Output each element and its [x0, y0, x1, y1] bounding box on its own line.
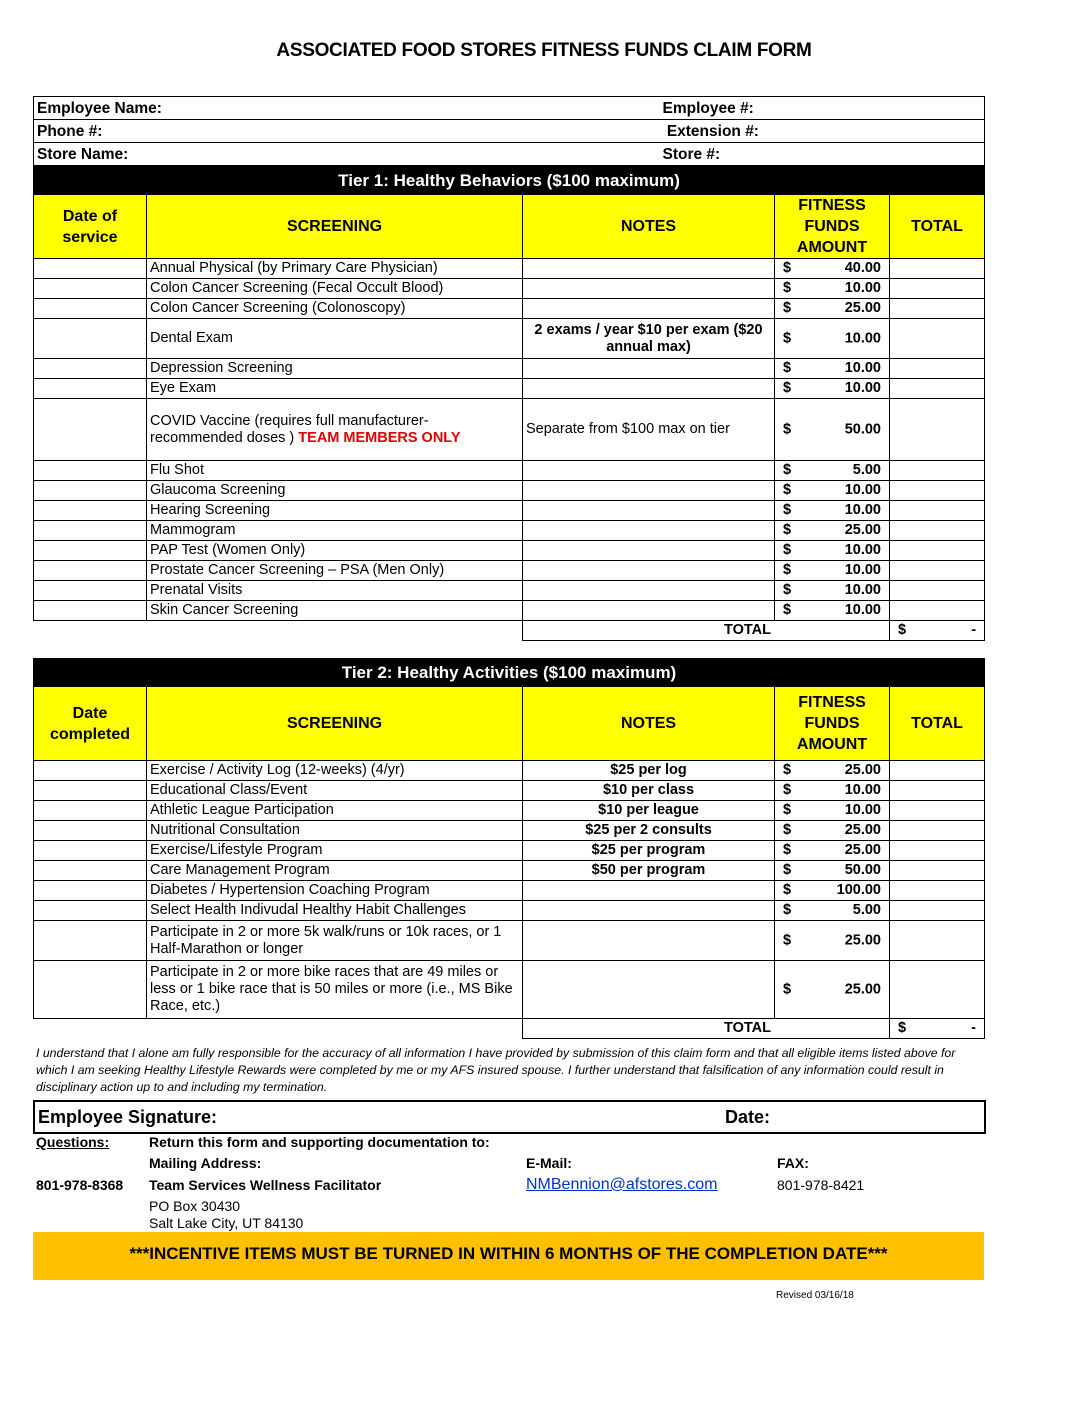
table-row: [34, 379, 985, 399]
form-title: ASSOCIATED FOOD STORES FITNESS FUNDS CLAIM FORM: [276, 40, 812, 61]
city-state-zip: Salt Lake City, UT 84130: [149, 1215, 304, 1231]
notes-cell: [523, 561, 775, 581]
screening-cell: Prostate Cancer Screening – PSA (Men Only): [147, 561, 523, 581]
col-screening: SCREENING: [147, 195, 523, 259]
notes-cell: $25 per 2 consults: [523, 821, 775, 841]
amount-cell: $ 5.00: [775, 461, 890, 481]
date-cell[interactable]: [34, 461, 147, 481]
amount-cell: $ 25.00: [775, 921, 890, 961]
table-row: [34, 399, 985, 461]
tier2-table: [33, 658, 985, 1039]
tier2-total-value[interactable]: $ -: [890, 1019, 985, 1039]
total-cell[interactable]: [890, 841, 985, 861]
date-cell[interactable]: [34, 359, 147, 379]
notes-cell: $25 per log: [523, 761, 775, 781]
table-row: [34, 881, 985, 901]
amount-cell: $ 10.00: [775, 561, 890, 581]
tier1-heading: Tier 1: Healthy Behaviors ($100 maximum): [34, 167, 985, 195]
total-cell[interactable]: [890, 379, 985, 399]
table-row: [34, 541, 985, 561]
table-row: [34, 359, 985, 379]
mailing-label: Mailing Address:: [149, 1155, 262, 1171]
screening-cell: Annual Physical (by Primary Care Physician): [147, 259, 523, 279]
amount-cell: $ 50.00: [775, 399, 890, 461]
date-cell[interactable]: [34, 521, 147, 541]
amount-cell: $ 10.00: [775, 379, 890, 399]
total-cell[interactable]: [890, 461, 985, 481]
col-screening: SCREENING: [147, 687, 523, 761]
notes-cell: [523, 461, 775, 481]
date-cell[interactable]: [34, 581, 147, 601]
amount-cell: $ 10.00: [775, 501, 890, 521]
signature-label: Employee Signature:: [38, 1107, 218, 1127]
amount-cell: $ 50.00: [775, 861, 890, 881]
total-cell[interactable]: [890, 319, 985, 359]
tier1-total-label: TOTAL: [523, 621, 890, 641]
date-cell[interactable]: [34, 259, 147, 279]
screening-cell: Skin Cancer Screening: [147, 601, 523, 621]
table-row: [34, 861, 985, 881]
total-cell[interactable]: [890, 861, 985, 881]
screening-cell: PAP Test (Women Only): [147, 541, 523, 561]
screening-cell: Exercise/Lifestyle Program: [147, 841, 523, 861]
table-row: [34, 481, 985, 501]
total-cell[interactable]: [890, 399, 985, 461]
po-box: PO Box 30430: [149, 1198, 241, 1214]
date-cell[interactable]: [34, 821, 147, 841]
screening-cell: Hearing Screening: [147, 501, 523, 521]
table-row: [34, 921, 985, 961]
screening-cell: COVID Vaccine (requires full manufacturer-recommended doses ) TEAM MEMBERS ONLY: [147, 399, 523, 461]
store-name-field[interactable]: Store Name:: [34, 143, 660, 166]
total-cell[interactable]: [890, 299, 985, 319]
notes-cell: [523, 299, 775, 319]
screening-cell: Athletic League Participation: [147, 801, 523, 821]
amount-cell: $ 10.00: [775, 801, 890, 821]
tier1-table: [33, 166, 985, 641]
notes-cell: 2 exams / year $10 per exam ($20 annual max): [523, 319, 775, 359]
fax-number: 801-978-8421: [777, 1177, 865, 1193]
notes-cell: [523, 581, 775, 601]
screening-cell: Exercise / Activity Log (12-weeks) (4/yr): [147, 761, 523, 781]
tier1-total-value[interactable]: $ -: [890, 621, 985, 641]
date-cell[interactable]: [34, 601, 147, 621]
total-cell[interactable]: [890, 961, 985, 1019]
amount-cell: $ 40.00: [775, 259, 890, 279]
date-cell[interactable]: [34, 561, 147, 581]
email-link[interactable]: NMBennion@afstores.com: [526, 1176, 718, 1193]
date-label: Date:: [725, 1107, 771, 1127]
contact-phone: 801-978-8368: [36, 1177, 124, 1193]
screening-cell: Educational Class/Event: [147, 781, 523, 801]
date-cell[interactable]: [34, 841, 147, 861]
table-row: [34, 521, 985, 541]
notes-cell: $10 per class: [523, 781, 775, 801]
screening-cell: Participate in 2 or more 5k walk/runs or 10k races, or 1 Half-Marathon or longer: [147, 921, 523, 961]
total-cell[interactable]: [890, 921, 985, 961]
tier2-section: [33, 658, 984, 1039]
total-cell[interactable]: [890, 541, 985, 561]
screening-cell: Glaucoma Screening: [147, 481, 523, 501]
amount-cell: $ 10.00: [775, 319, 890, 359]
total-cell[interactable]: [890, 359, 985, 379]
notes-cell: $50 per program: [523, 861, 775, 881]
table-row: [34, 841, 985, 861]
signature-box[interactable]: [33, 1100, 986, 1134]
date-cell[interactable]: [34, 801, 147, 821]
store-number-field[interactable]: Store #:: [660, 143, 985, 166]
team-members-only-flag: TEAM MEMBERS ONLY: [298, 429, 461, 446]
table-row: [34, 901, 985, 921]
amount-cell: $ 10.00: [775, 601, 890, 621]
screening-cell: Eye Exam: [147, 379, 523, 399]
col-total: TOTAL: [890, 687, 985, 761]
notes-cell: [523, 901, 775, 921]
screening-cell: Participate in 2 or more bike races that are 49 miles or less or 1 bike race that is 50 miles or more (i.e., MS Bike Race, etc.): [147, 961, 523, 1019]
total-cell[interactable]: [890, 561, 985, 581]
date-cell[interactable]: [34, 921, 147, 961]
table-row: [34, 761, 985, 781]
notes-cell: [523, 601, 775, 621]
date-cell[interactable]: [34, 881, 147, 901]
date-cell[interactable]: [34, 861, 147, 881]
screening-cell: Dental Exam: [147, 319, 523, 359]
notes-cell: [523, 541, 775, 561]
notes-cell: [523, 279, 775, 299]
table-row: [34, 299, 985, 319]
screening-cell: Flu Shot: [147, 461, 523, 481]
notes-cell: [523, 259, 775, 279]
date-cell[interactable]: [34, 761, 147, 781]
table-row: [34, 461, 985, 481]
notes-cell: [523, 521, 775, 541]
facilitator-name: Team Services Wellness Facilitator: [149, 1177, 382, 1193]
table-row: [34, 801, 985, 821]
total-cell[interactable]: [890, 901, 985, 921]
amount-cell: $ 10.00: [775, 279, 890, 299]
total-cell[interactable]: [890, 601, 985, 621]
date-cell[interactable]: [34, 379, 147, 399]
screening-cell: Nutritional Consultation: [147, 821, 523, 841]
col-notes: NOTES: [523, 195, 775, 259]
screening-cell: Mammogram: [147, 521, 523, 541]
tier2-heading: Tier 2: Healthy Activities ($100 maximum): [34, 659, 985, 687]
amount-cell: $ 100.00: [775, 881, 890, 901]
col-total: TOTAL: [890, 195, 985, 259]
date-cell[interactable]: [34, 781, 147, 801]
screening-cell: Depression Screening: [147, 359, 523, 379]
col-notes: NOTES: [523, 687, 775, 761]
date-cell[interactable]: [34, 399, 147, 461]
employee-name-field[interactable]: Employee Name:: [34, 97, 660, 120]
table-row: [34, 601, 985, 621]
total-cell[interactable]: [890, 781, 985, 801]
amount-cell: $ 25.00: [775, 841, 890, 861]
screening-cell: Select Health Indivudal Healthy Habit Challenges: [147, 901, 523, 921]
screening-cell: Prenatal Visits: [147, 581, 523, 601]
total-cell[interactable]: [890, 259, 985, 279]
notes-cell: $10 per league: [523, 801, 775, 821]
notes-cell: [523, 961, 775, 1019]
tier1-section: [33, 96, 984, 641]
total-cell[interactable]: [890, 521, 985, 541]
notes-cell: [523, 921, 775, 961]
col-amount: FITNESS FUNDS AMOUNT: [775, 195, 890, 259]
table-row: [34, 279, 985, 299]
amount-cell: $ 25.00: [775, 761, 890, 781]
deadline-banner: ***INCENTIVE ITEMS MUST BE TURNED IN WITHIN 6 MONTHS OF THE COMPLETION DATE***: [33, 1232, 984, 1280]
fax-label: FAX:: [777, 1155, 809, 1171]
amount-cell: $ 10.00: [775, 781, 890, 801]
total-cell[interactable]: [890, 279, 985, 299]
total-cell[interactable]: [890, 801, 985, 821]
col-date: Date of service: [34, 195, 147, 259]
disclaimer-text: I understand that I alone am fully responsible for the accuracy of all information I have provided by submission of this claim form and that all eligible items listed above for which I am seeking Healthy Lifestyle Rewards were completed by me or my AFS insured spouse. I further understand that falsification of any information could result in disciplinary action up to and including my termination.: [36, 1046, 956, 1094]
total-cell[interactable]: [890, 881, 985, 901]
revised-date: Revised 03/16/18: [776, 1290, 854, 1301]
amount-cell: $ 10.00: [775, 581, 890, 601]
amount-cell: $ 25.00: [775, 299, 890, 319]
table-row: [34, 781, 985, 801]
employee-number-field[interactable]: Employee #:: [660, 97, 985, 120]
table-row: [34, 581, 985, 601]
return-instructions: Return this form and supporting documentation to:: [149, 1134, 490, 1150]
screening-cell: Colon Cancer Screening (Colonoscopy): [147, 299, 523, 319]
date-cell[interactable]: [34, 279, 147, 299]
date-cell[interactable]: [34, 299, 147, 319]
notes-cell: Separate from $100 max on tier: [523, 399, 775, 461]
extension-field[interactable]: Extension #:: [660, 120, 985, 143]
total-cell[interactable]: [890, 761, 985, 781]
notes-cell: [523, 881, 775, 901]
table-row: [34, 501, 985, 521]
table-row: [34, 259, 985, 279]
total-cell[interactable]: [890, 481, 985, 501]
screening-cell: Diabetes / Hypertension Coaching Program: [147, 881, 523, 901]
amount-cell: $ 25.00: [775, 521, 890, 541]
notes-cell: [523, 481, 775, 501]
col-amount: FITNESS FUNDS AMOUNT: [775, 687, 890, 761]
amount-cell: $ 10.00: [775, 541, 890, 561]
total-cell[interactable]: [890, 581, 985, 601]
phone-field[interactable]: Phone #:: [34, 120, 660, 143]
notes-cell: [523, 379, 775, 399]
date-cell[interactable]: [34, 961, 147, 1019]
table-row: [34, 319, 985, 359]
notes-cell: [523, 501, 775, 521]
screening-cell: Care Management Program: [147, 861, 523, 881]
table-row: [34, 561, 985, 581]
questions-label: Questions:: [36, 1134, 110, 1150]
amount-cell: $ 10.00: [775, 359, 890, 379]
table-row: [34, 961, 985, 1019]
table-row: [34, 821, 985, 841]
date-cell[interactable]: [34, 501, 147, 521]
total-cell[interactable]: [890, 821, 985, 841]
total-cell[interactable]: [890, 501, 985, 521]
date-cell[interactable]: [34, 901, 147, 921]
amount-cell: $ 10.00: [775, 481, 890, 501]
screening-cell: Colon Cancer Screening (Fecal Occult Blood): [147, 279, 523, 299]
date-cell[interactable]: [34, 541, 147, 561]
date-cell[interactable]: [34, 481, 147, 501]
amount-cell: $ 25.00: [775, 961, 890, 1019]
tier2-total-label: TOTAL: [523, 1019, 890, 1039]
notes-cell: $25 per program: [523, 841, 775, 861]
date-cell[interactable]: [34, 319, 147, 359]
amount-cell: $ 5.00: [775, 901, 890, 921]
notes-cell: [523, 359, 775, 379]
amount-cell: $ 25.00: [775, 821, 890, 841]
col-date: Date completed: [34, 687, 147, 761]
email-label: E-Mail:: [526, 1155, 572, 1171]
employee-info-table: [33, 96, 985, 166]
